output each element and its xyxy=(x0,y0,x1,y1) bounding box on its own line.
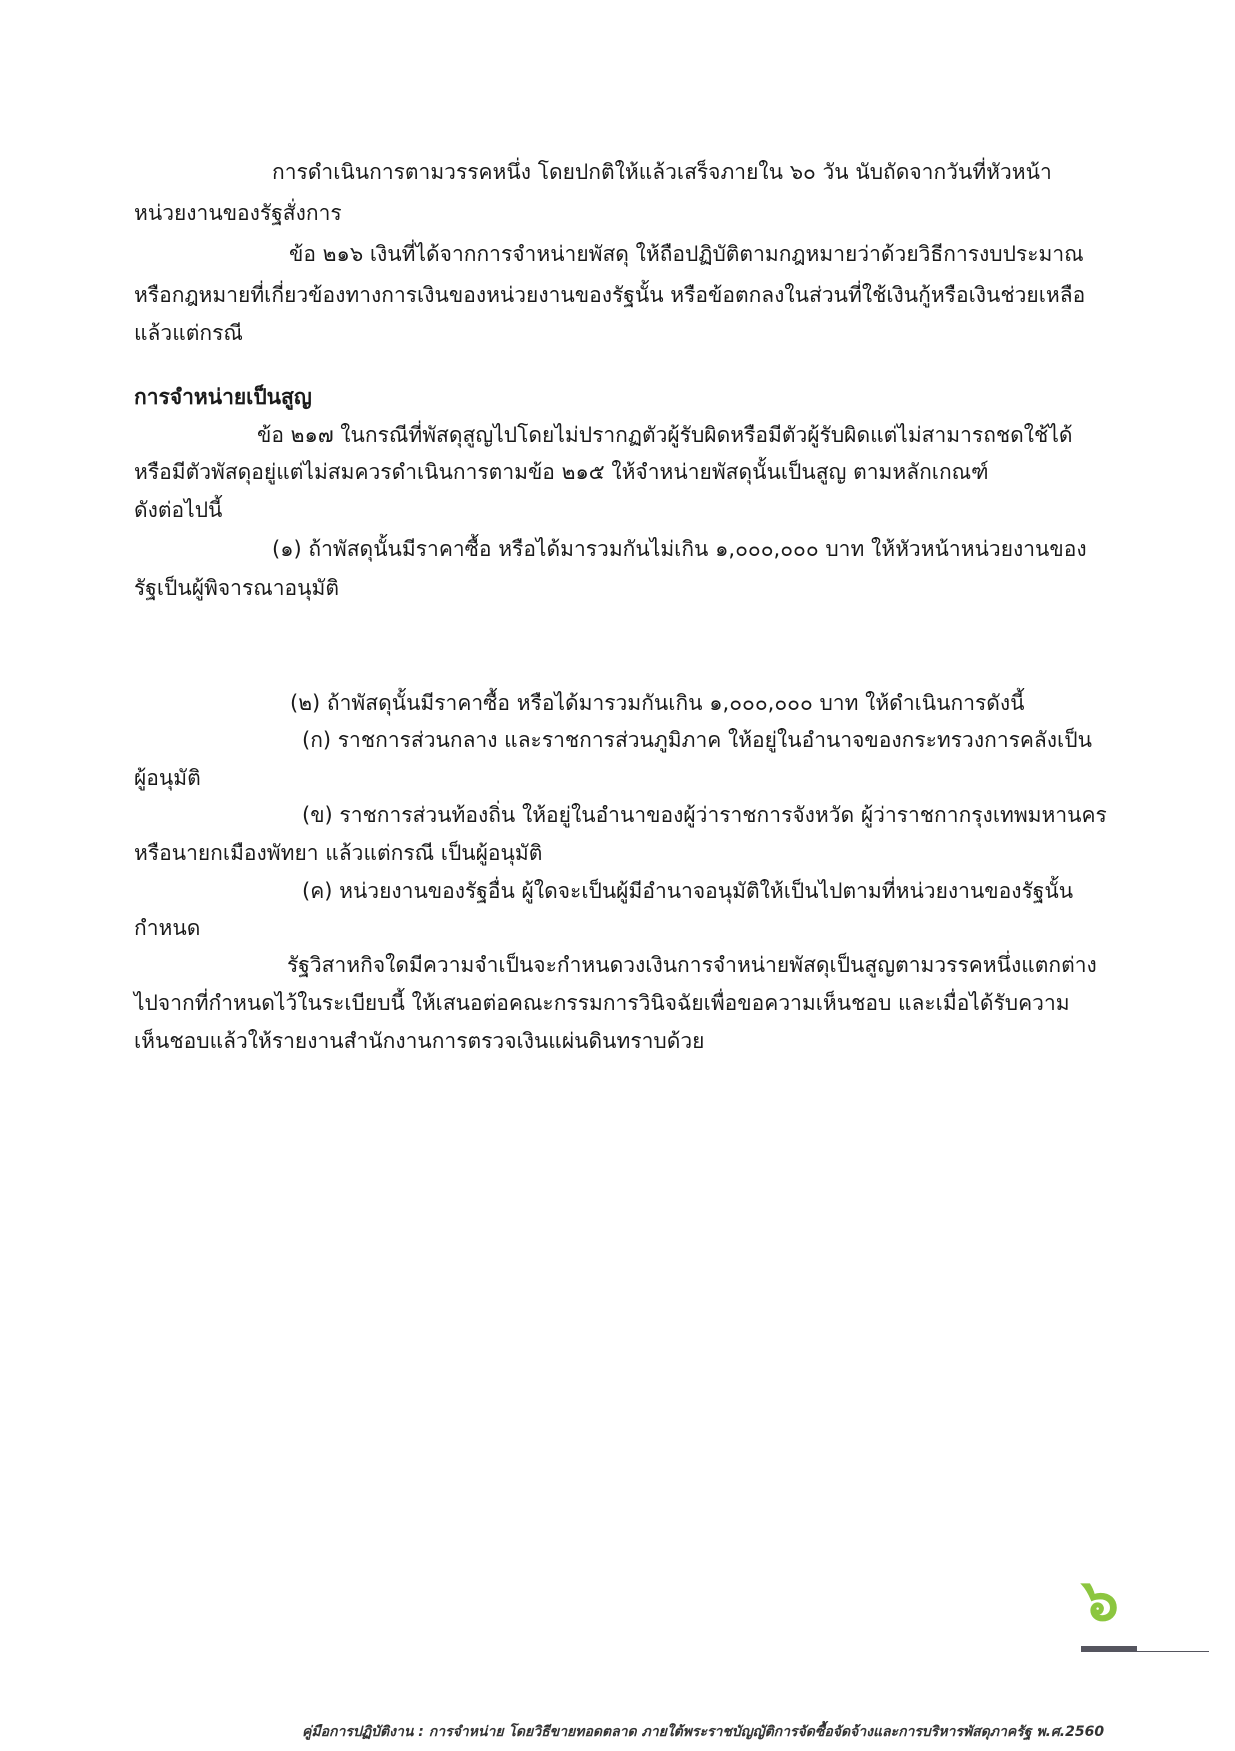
paragraph-line: หรือกฎหมายที่เกี่ยวข้องทางการเงินของหน่วยงานของรัฐนั้น หรือข้อตกลงในส่วนที่ใช้เงินกู้หรือเงินช่วยเหลือ xyxy=(134,283,1086,307)
paragraph-line: ดังต่อไปนี้ xyxy=(134,498,223,522)
page-rule-line xyxy=(1081,1651,1209,1652)
paragraph-line: หน่วยงานของรัฐสั่งการ xyxy=(134,201,342,225)
paragraph-line: รัฐวิสาหกิจใดมีความจำเป็นจะกำหนดวงเงินการจำหน่ายพัสดุเป็นสูญตามวรรคหนึ่งแตกต่าง xyxy=(287,953,1097,977)
item-c-line: (ค) หน่วยงานของรัฐอื่น ผู้ใดจะเป็นผู้มีอำนาจอนุมัติให้เป็นไปตามที่หน่วยงานของรัฐนั้น xyxy=(302,879,1074,903)
clause-216-line: ข้อ ๒๑๖ เงินที่ได้จากการจำหน่ายพัสดุ ให้ถือปฏิบัติตามกฎหมายว่าด้วยวิธีการงบประมาณ xyxy=(289,242,1084,266)
item-b-line: (ข) ราชการส่วนท้องถิ่น ให้อยู่ในอำนาของผู้ว่าราชการจังหวัด ผู้ว่าราชกากรุงเทพมหานคร xyxy=(302,803,1107,827)
section-heading: การจำหน่ายเป็นสูญ xyxy=(134,385,312,409)
footer-text: คู่มือการปฏิบัติงาน : การจำหน่าย โดยวิธีขายทอดตลาด ภายใต้พระราชบัญญัติการจัดซื้อจัดจ้างและการบริหารพัสดุภาครัฐ พ.ศ.2560 xyxy=(302,1724,1105,1740)
paragraph-line: หรือนายกเมืองพัทยา แล้วแต่กรณี เป็นผู้อนุมัติ xyxy=(134,841,543,865)
paragraph-line: รัฐเป็นผู้พิจารณาอนุมัติ xyxy=(134,576,339,600)
page-number: ๖ xyxy=(1082,1566,1119,1634)
paragraph-line: การดำเนินการตามวรรคหนึ่ง โดยปกติให้แล้วเสร็จภายใน ๖๐ วัน นับถัดจากวันที่หัวหน้า xyxy=(272,160,1052,184)
paragraph-line: แล้วแต่กรณี xyxy=(134,321,243,345)
item-a-line: (ก) ราชการส่วนกลาง และราชการส่วนภูมิภาค ให้อยู่ในอำนาจของกระทรวงการคลังเป็น xyxy=(302,728,1092,752)
paragraph-line: เห็นชอบแล้วให้รายงานสำนักงานการตรวจเงินแผ่นดินทราบด้วย xyxy=(134,1029,705,1053)
item-1-line: (๑) ถ้าพัสดุนั้นมีราคาซื้อ หรือได้มารวมกันไม่เกิน ๑,๐๐๐,๐๐๐ บาท ให้หัวหน้าหน่วยงานของ xyxy=(272,537,1087,561)
clause-217-line: ข้อ ๒๑๗ ในกรณีที่พัสดุสูญไปโดยไม่ปรากฏตัวผู้รับผิดหรือมีตัวผู้รับผิดแต่ไม่สามารถชดใช้ได้ xyxy=(257,423,1073,447)
paragraph-line: กำหนด xyxy=(134,916,201,940)
paragraph-line: หรือมีตัวพัสดุอยู่แต่ไม่สมควรดำเนินการตามข้อ ๒๑๕ ให้จำหน่ายพัสดุนั้นเป็นสูญ ตามหลักเกณฑ์ xyxy=(134,460,989,484)
paragraph-line: ไปจากที่กำหนดไว้ในระเบียบนี้ ให้เสนอต่อคณะกรรมการวินิจฉัยเพื่อขอความเห็นชอบ และเมื่อได้รับความ xyxy=(134,991,1070,1015)
paragraph-line: ผู้อนุมัติ xyxy=(134,766,201,790)
item-2-line: (๒) ถ้าพัสดุนั้นมีราคาซื้อ หรือได้มารวมกันเกิน ๑,๐๐๐,๐๐๐ บาท ให้ดำเนินการดังนี้ xyxy=(290,691,1025,715)
